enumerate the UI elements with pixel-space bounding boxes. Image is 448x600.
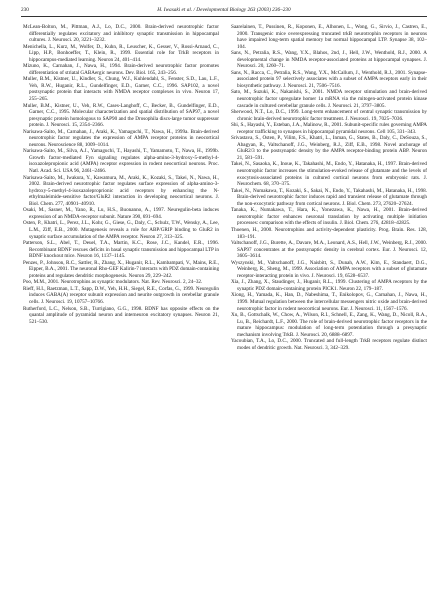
reference-entry: Narisawa-Saito, M., Iwakura, Y., Kawamura, M., Araki, K., Kozaki, S., Takei, N., Nawa, H., 2002. Brain-derived neurotrophic factor regulates surface expression of alpha-amino-3-hydroxy-5-methyl-4-isoxazoleproprionic acid receptors by enhancing the N-ethylmaleimide-sensitive factor/GluR2 interaction in developing neocortical neurons. J. Biol. Chem. 277, 40901–40910.: [23, 174, 219, 207]
reference-entry: Saarelainen, T., Pussinen, R., Koponen, E., Alhonen, L., Wong, G., Sirvio, J., Castren, E., 2000. Transgenic mice overexpressing truncated trkB neurotrophin receptors in neurons have impaired long-term spatial memory but normal hippocampal LTP. Synapse 38, 102–104.: [231, 24, 427, 50]
reference-entry: Xiong, H., Yamada, K., Han, D., Nabeshima, T., Enikolopov, G., Carnahan, J., Nawa, H., 1999. Mutual regulation between the intercellular messengers nitric oxide and brain-derived neurotrophic factor in rodent neocortical neurons. Eur. J. Neurosci. 11, 1567–1576.: [231, 292, 427, 312]
running-head: [21, 5, 427, 15]
reference-entry: Tanaka, K., Numakawa, T., Hara, K., Yonezawa, K., Nawa, H., 2001. Brain-derived neurotrophic factor enhances neuronal translation by activating multiple initiation processes: comparison with the effects of insulin. J. Biol. Chem. 276, 42818–42825.: [231, 207, 427, 227]
reference-entry: Yacoubian, T.A., Lo, D.C., 2000. Truncated and full-length TrkB receptors regulate distinct modes of dendritic growth. Nat. Neurosci. 3, 342–329.: [231, 338, 427, 351]
reference-entry: Takei, N., Sasaoka, K., Inoue, K., Takahashi, M., Endo, Y., Hatanaka, H., 1997. Brain-derived neurotrophic factor increases the stimulation-evoked release of glutamate and the levels of exocytosis-associated proteins in cultured cortical neurons from embryonic rats. J. Neurochem. 68, 370–375.: [231, 161, 427, 188]
reference-entry: Sans, N., Racca, C., Petralia, R.S., Wang, Y.X., McCallum, J., Wenthold, R.J., 2001. Synapse-associated protein 97 selectively associates with a subset of AMPA receptors early in their biosynthetic pathway. J. Neurosci. 21, 7506–7516.: [231, 69, 427, 89]
reference-entry: Srivastava, S., Osten, P., Vilim, F.S., Khatri, L., Inman, G., States, B., Daly, C., DeSouza, S., Abagyan, R., Valtschanoff, J.G., Weinberg, R.J., Ziff, E.B., 1998. Novel anchorage of GluR2/3 to the postsynaptic density by the AMPA receptor-binding protein ABP. Neuron 21, 581–591.: [231, 135, 427, 161]
reference-entry: Narisawa-Saito, M., Carnahan, J., Araki, K., Yamaguchi, T., Nawa, H., 1999a. Brain-derived neurotrophic factor regulates the expression of AMPA receptor proteins in neocortical neurons. Neuroscience 88, 1009–1014.: [23, 128, 219, 148]
references-column-left: [23, 24, 219, 325]
reference-entry: Menichella, L., Kurz, M., Wolfer, D., Kuhn, R., Leuscher, K., Gesser, V., Rossi-Arnaud, C., Lipp, H.P., Bonhoeffer, T., Klein, R., 1999. Essential role for TrkB receptors in hippocampus-mediated learning. Neuron 24, 401–414.: [23, 43, 219, 63]
reference-entry: Poo, M.M., 2001. Neurotrophins as synaptic modulators. Nat. Rev. Neurosci. 2, 24–32.: [23, 279, 203, 286]
reference-entry: Shi, S., Hayashi, Y., Esteban, J.A., Malinow, R., 2001. Subunit-specific rules governing AMPA receptor trafficking to synapses in hippocampal pyramidal neurons. Cell 105, 331–343.: [231, 122, 427, 135]
reference-entry: Narisawa-Saito, M., Silva, A.J., Yamaguchi, T., Hayashi, T., Yamamoto, T., Nawa, H., 1999b. Growth factor-mediated Fyn signaling regulates alpha-amino-3-hydroxy-5-methyl-4-isoxazolepropionic acid (AMPA) receptor expression in rodent neocortical neurons. Proc. Natl. Acad. Sci. USA 96, 2461–2466.: [23, 148, 219, 175]
reference-entry: Rieff, H.I., Raetzman, L.T., Sapp, D.W., Yeh, H.H., Siegel, R.E., Corfas, G., 1999. Neuregulin induces GABA(A) receptor subunit expression and neurite outgrowth in cerebellar granule cells. J. Neurosci. 19, 10757–10766.: [23, 285, 219, 305]
reference-entry: Rutherford, L.C., Nelson, S.B., Turrigiano, G.G., 1998. BDNF has opposite effects on the quantal amplitude of pyramidal neuron and interneuron excitatory synapses. Neuron 21, 521–530.: [23, 305, 219, 325]
reference-entry: Muller, B.M., Kistner, U., Veh, R.W., Cases-Langhoff, C., Becker, B., Gundelfinger, E.D., Garner, C.C., 1995. Molecular characterization and spatial distribution of SAP97, a novel presynaptic protein homologous to SAP90 and the Drosophila discs-large tumor suppressor protein. J. Neurosci. 15, 2354–2366.: [23, 102, 219, 129]
reference-entry: Sans, N., Petralia, R.S., Wang, Y.X., Blahos, 2nd, J., Hell, J.W., Wenthold, R.J., 2000. A developmental change in NMDA receptor-associated proteins at hippocampal synapses. J. Neurosci. 20, 1260–71.: [231, 50, 427, 70]
reference-entry: Sato, M., Suzuki, K., Nakanishi, S., 2001. NMDA receptor stimulation and brain-derived neurotrophic factor upregulate homer 1a mRNA via the mitogen-activated protein kinase cascade in cultured cerebellar granule cells. J. Neurosci. 21, 3797–3805.: [231, 89, 427, 109]
reference-entry: Sherwood, N.T., Lo, D.C., 1999. Long-term enhancement of central synaptic transmission by chronic brain-derived neurotrophic factor treatment. J. Neurosci. 19, 7025–7036.: [231, 109, 427, 122]
reference-entry: Patterson, S.L., Abel, T., Deuel, T.A., Martin, K.C., Rose, J.C., Kandel, E.R., 1996. Recombinant BDNF rescues deficits in basal synaptic transmission and hippocampal LTP in BDNF knockout mice. Neuron 16, 1137–1145.: [23, 240, 219, 260]
reference-entry: Osten, P., Khatri, L., Perez, J.L., Kohr, G., Giese, G., Daly, C., Schulz, T.W., Wensky, A., Lee, L.M., Ziff, E.B., 2000. Mutagenesis reveals a role for ABP/GRIP binding to GluR2 in synaptic surface accumulation of the AMPA receptor. Neuron 27, 313–325.: [23, 220, 219, 240]
reference-entry: Xu, B., Gottschalk, W., Chow, A., Wilson, R.I., Schnell, E., Zang, K., Wang, D., Nicoll, R.A., Lu, B., Reichardt, L.F., 2000. The role of brain-derived neurotrophic factor receptors in the mature hippocampus: modulation of long-term potentiation through a presynaptic mechanism involving TrkB. J. Neurosci. 20, 6888–6897.: [231, 312, 427, 338]
reference-entry: Muller, B.M., Kistner, U., Kindler, S., Chung, W.J., Kuhlendahl, S., Fenster, S.D., Lau, L.F., Veh, R.W., Huganir, R.L., Gundelfinger, E.D., Garner, C.C., 1996. SAP102, a novel postsynaptic protein that interacts with NMDA receptor complexes in vivo. Neuron 17, 255–265.: [23, 76, 219, 103]
reference-entry: Wyszynski, M., Valtschanoff, J.G., Naisbitt, S., Dunah, A.W., Kim, E., Standaert, D.G., Weinberg, R., Sheng, M., 1999. Association of AMPA receptors with a subset of glutamate receptor-interacting protein in vivo. J. Neurosci. 19, 6528–6537.: [231, 259, 427, 279]
references-column-right: [231, 24, 427, 351]
journal-citation: H. Iwasaki et al. / Developmental Biology 263 (2003) 236–230: [157, 7, 291, 13]
reference-entry: Mizuno, K., Carnahan, J., Nawa, H., 1994. Brain-derived neurotrophic factor promotes differentiation of striatal GABAergic neurons. Dev. Biol. 165, 243–256.: [23, 63, 219, 76]
reference-entry: Penzes, P., Johnson, R.C., Sattler, R., Zhang, X., Huganir, R.L., Kambampati, V., Mains, R.E., Eipper, B.A., 2001. The neuronal Rho-GEF Kalirin-7 interacts with PDZ domain-containing proteins and regulates dendritic morphogenesis. Neuron 29, 229–242.: [23, 259, 220, 279]
reference-entry: Takei, N., Numakawa, T., Kozaki, S., Sakai, N., Endo, Y., Takahashi, M., Hatanaka, H., 1998. Brain-derived neurotrophic factor induces rapid and transient release of glutamate through the non-exocytotic pathway from cortical neurons. J. Biol. Chem. 273, 27620–27624.: [231, 187, 427, 207]
header-divider: [21, 16, 427, 17]
reference-entry: Thoenen, H., 2000. Neurotrophins and activity-dependent plasticity. Prog. Brain. Res. 128, 183–191.: [231, 226, 427, 240]
reference-entry: Xia, J., Zhang, X., Staudinger, J., Huganir, R.L., 1999. Clustering of AMPA receptors by the synaptic PDZ domain-containing protein PICK1. Neuron 22, 179–187.: [231, 279, 427, 292]
reference-entry: McLean-Bolton, M., Pittman, A.J., Lo, D.C., 2000. Brain-derived neurotrophic factor differentially regulates excitatory and inhibitory synaptic transmission in hippocampal cultures. J. Neurosci. 20, 3221–3232.: [23, 24, 219, 44]
reference-entry: Valtschanoff, J.G., Burette, A., Davare, M.A., Leonard, A.S., Hell, J.W., Weinberg, R.J., 2000. SAP97 concentrates at the postsynaptic density in cerebral cortex. Eur. J. Neurosci. 12, 3605–3614.: [231, 240, 427, 260]
reference-entry: Osaki, M., Sasner, M., Yano, R., Lu, H.S., Buonanno, A., 1997. Neuregulin-beta induces expression of an NMDA-receptor subunit. Nature 390, 691–694.: [23, 207, 219, 220]
page-number: 230: [21, 7, 29, 13]
